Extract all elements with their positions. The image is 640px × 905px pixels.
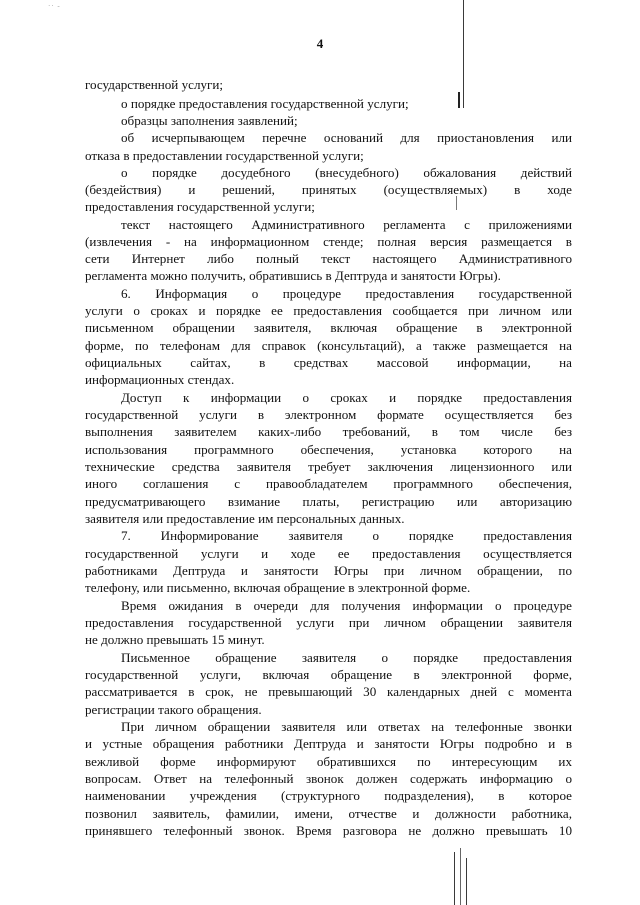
- text-line: Письменное обращение заявителя о порядке предоставления: [121, 650, 572, 665]
- text-line: 6. Информация о процедуре предоставления государственной: [121, 286, 572, 301]
- text-line: наименовании учреждения (структурного подразделения), в которое: [85, 788, 572, 803]
- text-line: письменном обращении заявителя, включая обращение в электронной: [85, 320, 572, 335]
- text-line: о порядке предоставления государственной услуги;: [121, 96, 409, 111]
- text-line: о порядке досудебного (внесудебного) обжалования действий: [121, 165, 572, 180]
- scan-edge-line: [463, 0, 464, 108]
- text-line: 7. Информирование заявителя о порядке предоставления: [121, 528, 572, 543]
- text-line: форме, по телефонам для справок (консультаций), а также размещается на: [85, 338, 572, 353]
- text-line: государственной услуги;: [85, 77, 224, 92]
- text-line: образцы заполнения заявлений;: [121, 113, 298, 128]
- text-line: не должно превышать 15 минут.: [85, 632, 265, 647]
- text-line: сети Интернет либо полный текст настоящего Административного: [85, 251, 572, 266]
- text-line: заявителя или предоставление им персональных данных.: [85, 511, 405, 526]
- page-number: 4: [316, 36, 324, 51]
- text-line: государственной услуги в электронном формате осуществляется без: [85, 407, 572, 422]
- scan-corner-mark: ·· -: [48, 2, 61, 10]
- text-line: услуги о сроках и порядке ее предоставления сообщается при личном или: [85, 303, 572, 318]
- text-line: (бездействия) и решений, принятых (осуществляемых) в ходе: [85, 182, 572, 197]
- text-line: иного соглашения с правообладателем программного обеспечения,: [85, 476, 572, 491]
- text-line: регистрации такого обращения.: [85, 702, 262, 717]
- text-line: информационных стендах.: [85, 372, 235, 387]
- text-line: об исчерпывающем перечне оснований для приостановления или: [121, 130, 572, 145]
- scan-edge-line: [460, 848, 461, 905]
- text-line: текст настоящего Административного регламента с приложениями: [121, 217, 572, 232]
- text-line: позвонил заявитель, фамилии, имени, отчестве и должности работника,: [85, 806, 572, 821]
- text-line: телефону, или письменно, включая обращение в электронной форме.: [85, 580, 471, 595]
- text-line: государственной услуги, включая обращение в электронной форме,: [85, 667, 572, 682]
- text-line: официальных сайтах, в средствах массовой информации, на: [85, 355, 572, 370]
- text-line: выполнения заявителем каких-либо требований, в том числе без: [85, 424, 572, 439]
- text-line: использования программного обеспечения, установка которого на: [85, 442, 572, 457]
- text-line: вежливой форме информируют обратившихся по интересующим их: [85, 754, 572, 769]
- text-line: предоставления государственной услуги при личном обращении заявителя: [85, 615, 572, 630]
- text-line: принявшего телефонный звонок. Время разговора не должно превышать 10: [85, 823, 572, 838]
- text-line: (извлечения - на информационном стенде; полная версия размещается в: [85, 234, 572, 249]
- text-line: регламента можно получить, обратившись в Дептруда и занятости Югры).: [85, 268, 501, 283]
- text-line: работниками Дептруда и занятости Югры при личном обращении, по: [85, 563, 572, 578]
- text-line: Время ожидания в очереди для получения информации о процедуре: [121, 598, 572, 613]
- text-line: государственной услуги и ходе ее предоставления осуществляется: [85, 546, 572, 561]
- text-line: предусматривающего взимание платы, регистрацию или авторизацию: [85, 494, 572, 509]
- scan-edge-line: [454, 852, 455, 905]
- text-line: и устные обращения работники Дептруда и занятости Югры подробно и в: [85, 736, 572, 751]
- scan-edge-line: [466, 858, 467, 905]
- scan-edge-line: [458, 92, 460, 108]
- text-line: рассматривается в срок, не превышающий 30 календарных дней с момента: [85, 684, 572, 699]
- text-line: вопросам. Ответ на телефонный звонок должен содержать информацию о: [85, 771, 572, 786]
- text-line: При личном обращении заявителя или ответах на телефонные звонки: [121, 719, 572, 734]
- text-line: технические средства заявителя требует заключения лицензионного или: [85, 459, 572, 474]
- text-line: предоставления государственной услуги;: [85, 199, 315, 214]
- text-line: отказа в предоставлении государственной услуги;: [85, 148, 364, 163]
- text-line: Доступ к информации о сроках и порядке предоставления: [121, 390, 572, 405]
